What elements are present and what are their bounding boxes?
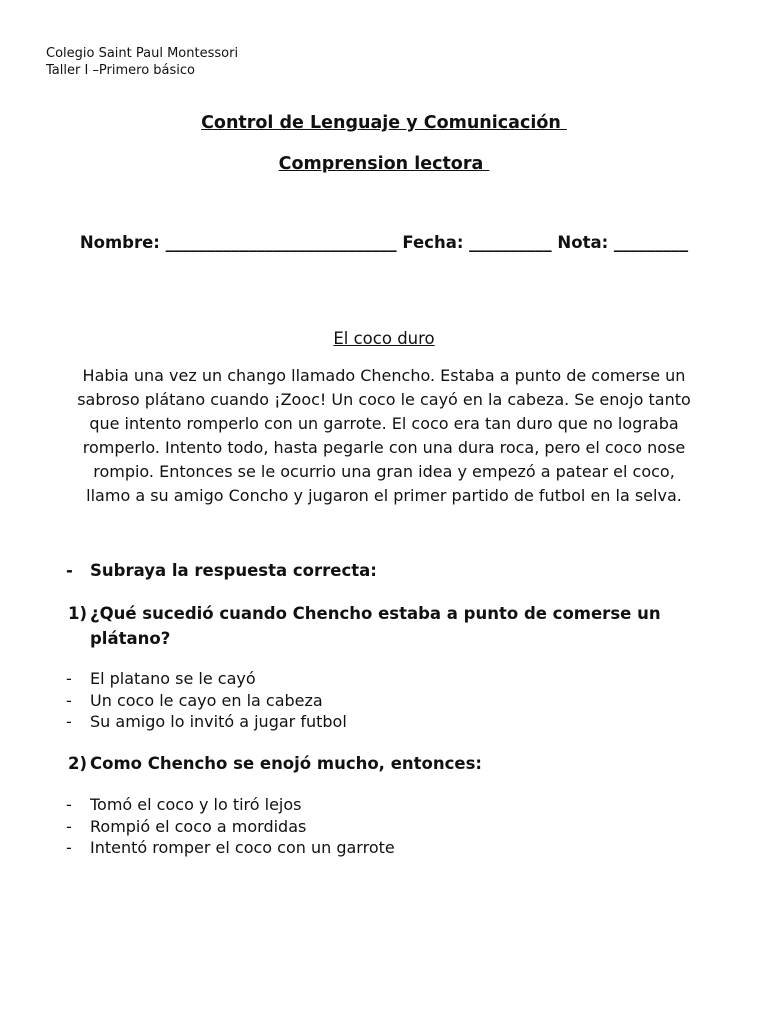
- instruction-text: Subraya la respuesta correcta:: [90, 561, 377, 580]
- option-text: Intentó romper el coco con un garrote: [90, 838, 395, 857]
- page-title: Control de Lenguaje y Comunicación: [201, 113, 567, 133]
- option-bullet: -: [66, 838, 72, 857]
- question-text: Como Chencho se enojó mucho, entonces:: [90, 754, 482, 773]
- story-line: romperlo. Intento todo, hasta pegarle con una dura roca, pero el coco nose: [82, 438, 686, 457]
- instruction: [66, 561, 377, 580]
- question-text: ¿Qué sucedió cuando Chencho estaba a punto de comerse un plátano?: [90, 604, 661, 648]
- student-fields-line: Nombre: ____________________________ Fecha: __________ Nota: _________: [79, 233, 689, 252]
- option-text: El platano se le cayó: [90, 669, 256, 688]
- answer-option[interactable]: [66, 837, 395, 859]
- course-name: Taller I –Primero básico: [46, 63, 195, 78]
- story-line: que intento romperlo con un garrote. El coco era tan duro que no lograba: [89, 414, 679, 433]
- school-name: Colegio Saint Paul Montessori: [46, 46, 239, 61]
- answer-options-2: [66, 794, 395, 859]
- answer-option[interactable]: [66, 668, 347, 690]
- question-number: 1): [68, 604, 88, 623]
- story-line: Habia una vez un chango llamado Chencho. Estaba a punto de comerse un: [82, 366, 686, 385]
- story-text: [0, 364, 768, 508]
- answer-option[interactable]: [66, 711, 347, 733]
- option-bullet: -: [66, 669, 72, 688]
- option-bullet: -: [66, 690, 72, 710]
- instruction-bullet: -: [66, 561, 73, 580]
- page-subtitle: Comprension lectora: [278, 154, 490, 174]
- story-title: El coco duro: [333, 329, 435, 348]
- story-line: sabroso plátano cuando ¡Zooc! Un coco le cayó en la cabeza. Se enojo tanto: [77, 390, 691, 409]
- answer-option[interactable]: [66, 794, 395, 816]
- option-text: Rompió el coco a mordidas: [90, 816, 307, 836]
- option-text: Un coco le cayo en la cabeza: [90, 690, 323, 710]
- answer-option[interactable]: [66, 690, 347, 712]
- option-bullet: -: [66, 795, 72, 814]
- story-line: llamo a su amigo Concho y jugaron el primer partido de futbol en la selva.: [86, 486, 682, 505]
- story-line: rompio. Entonces se le ocurrio una gran idea y empezó a patear el coco,: [93, 462, 675, 481]
- option-text: Su amigo lo invitó a jugar futbol: [90, 712, 347, 731]
- question-2: [68, 751, 718, 776]
- option-text: Tomó el coco y lo tiró lejos: [90, 795, 302, 814]
- question-1: [68, 601, 718, 651]
- option-bullet: -: [66, 712, 72, 731]
- answer-option[interactable]: [66, 816, 395, 838]
- question-number: 2): [68, 754, 88, 773]
- answer-options-1: [66, 668, 347, 733]
- option-bullet: -: [66, 816, 72, 836]
